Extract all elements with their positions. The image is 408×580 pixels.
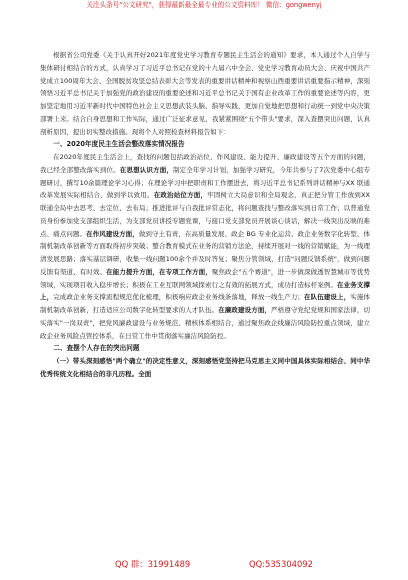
p2-bold-political: 在政治站位方面， xyxy=(153,191,208,200)
p2-text-thought: 制定全年学习计划，加强学习研究，今年共参与了7次党委中心组专题研讨，撰写10余篇理论学习心得；在理论学习中把职责和工作摆进去，将习近平总书记系列讲话精神与XX 联通改革发展实际相结合，做到学以致用。 xyxy=(40,165,371,200)
section-2-paragraph xyxy=(40,355,370,381)
section-heading-1: 一、2020年度民主生活会整改落实情况报告 xyxy=(53,140,185,149)
p2-bold-integrity: 在廉政建设方面， xyxy=(218,306,272,314)
document-body xyxy=(40,49,370,381)
p2-bold-ability: 在能力提升方面，在专项工作方面， xyxy=(106,267,212,276)
intro-paragraph: 根据省公司党委《关于认真开好2021年度党史学习教育专题民主生活会的通知》要求，本人通过个人自学与集体研讨相结合的方式，认真学习了习近平总书记在党的十九届六中全会、党史学习教育动员大会、庆祝中国共产党成立100周年大会、全国脱贫攻坚总结表彰大会等发表的重要讲话精神和视察山西重要讲话重要指示精神，深刻领悟习近平总书记关于加强党的政治建设的重要论述和习近平总书记关于国有企业改革工作的重要论述等内容，更加坚定地用习近平新时代中国特色社会主义思想武装头脑、指导实践，更加自觉地把思想和行动统一到党中央决策部署上来。结合自身思想和工作实际，通过广泛征求意见，我紧紧围绕"五个带头"要求，深入查摆突出问题，认真剖析原因，提出切实整改措施。现将个人对照检查材料报告如下： xyxy=(40,51,370,136)
qq-group-number: QQ 群：31991489 xyxy=(115,559,191,569)
section-1-paragraph xyxy=(40,151,370,342)
p2-text-support: 完成政企业务支撑流程规范优化梳理，积极响应政企业务线条落地，释放一线生产力； xyxy=(53,293,304,302)
footer-contact xyxy=(0,556,408,572)
banner-text: 关注头条号"公文研究"，获得最新最全最专业的公文资料库！ 微信：gongwenyj xyxy=(86,1,322,9)
p2-text-a: 在2020年度民主生活会上，查找的问题包括政治站位、作风建设、能力提升、廉政建设等五个方面的问题，我已经全部整改落实到位。 xyxy=(40,153,370,174)
p2-bold-team: 在队伍建设上， xyxy=(303,293,351,302)
p2-bold-style: 在作风建设方面， xyxy=(86,229,139,238)
section-heading-2: 二、查摆个人存在的突出问题 xyxy=(53,344,140,353)
p2-bold-support: 在业务支撑上， xyxy=(40,280,371,302)
p3-bold-lead: （一）带头深刻感悟"两个确立"的决定性意义，深刻感悟党坚持把马克思主义同中国具体实际相结合、同中华优秀传统文化相结合的非凡历程。全面 xyxy=(40,357,370,378)
p2-text-style: 做到守土有责，在高质量发展、政企 BG 专业化运营、政企业务数字化转型、体制机制改革创新等方面取得初步突破；整合教育模式在业务的营销方法论，持续开展对一线的营销赋能，为一线理清发展思路；落实基层调研，收集一线问题100余个并及时答复；聚焦分管领域，打造"问题反馈系统"，做到问题反馈有渠道、有时效。 xyxy=(40,229,370,276)
p2-text-political: 牢固树立大局意识和全局观念，真正把分管工作放到XX 联通全局中去思考、去定位、去布局；推进批评与自我批评常态化，将问题查找与整改落实到日常工作；以普通党员身份参加党支部组织生活，为支部党员讲授专题党课，与接口党支部党员开展谈心谈话，解决一线突出反映的难点、痛点问题。 xyxy=(40,191,370,238)
header-banner xyxy=(0,0,408,22)
p2-bold-thought: 在思想认识方面， xyxy=(119,165,173,174)
p2-text-team: 实施体制机制改革创新，打造适应公司数字化转型要求的人才队伍。 xyxy=(40,293,370,314)
p2-text-ability: 聚焦政企"五个赛道"，进一步做深做透智慧城市等优势领域，实现项目收入稳步增长；积极在工业互联网领域探索行之有效的拓展方式，成功打造标杆案例。 xyxy=(40,267,370,289)
p2-text-integrity: 严格遵守党纪党规和国家法律，切实落实"一岗双责"，把党风廉政建设与业务规范、精核体系相结合，通过聚焦政企线廉洁风险防控重点领域，建立政企业务风险点管控体系，在日常工作中贯彻落实廉洁风险防控。 xyxy=(40,306,370,340)
qq-contact-number: QQ:535304092 xyxy=(249,559,313,569)
